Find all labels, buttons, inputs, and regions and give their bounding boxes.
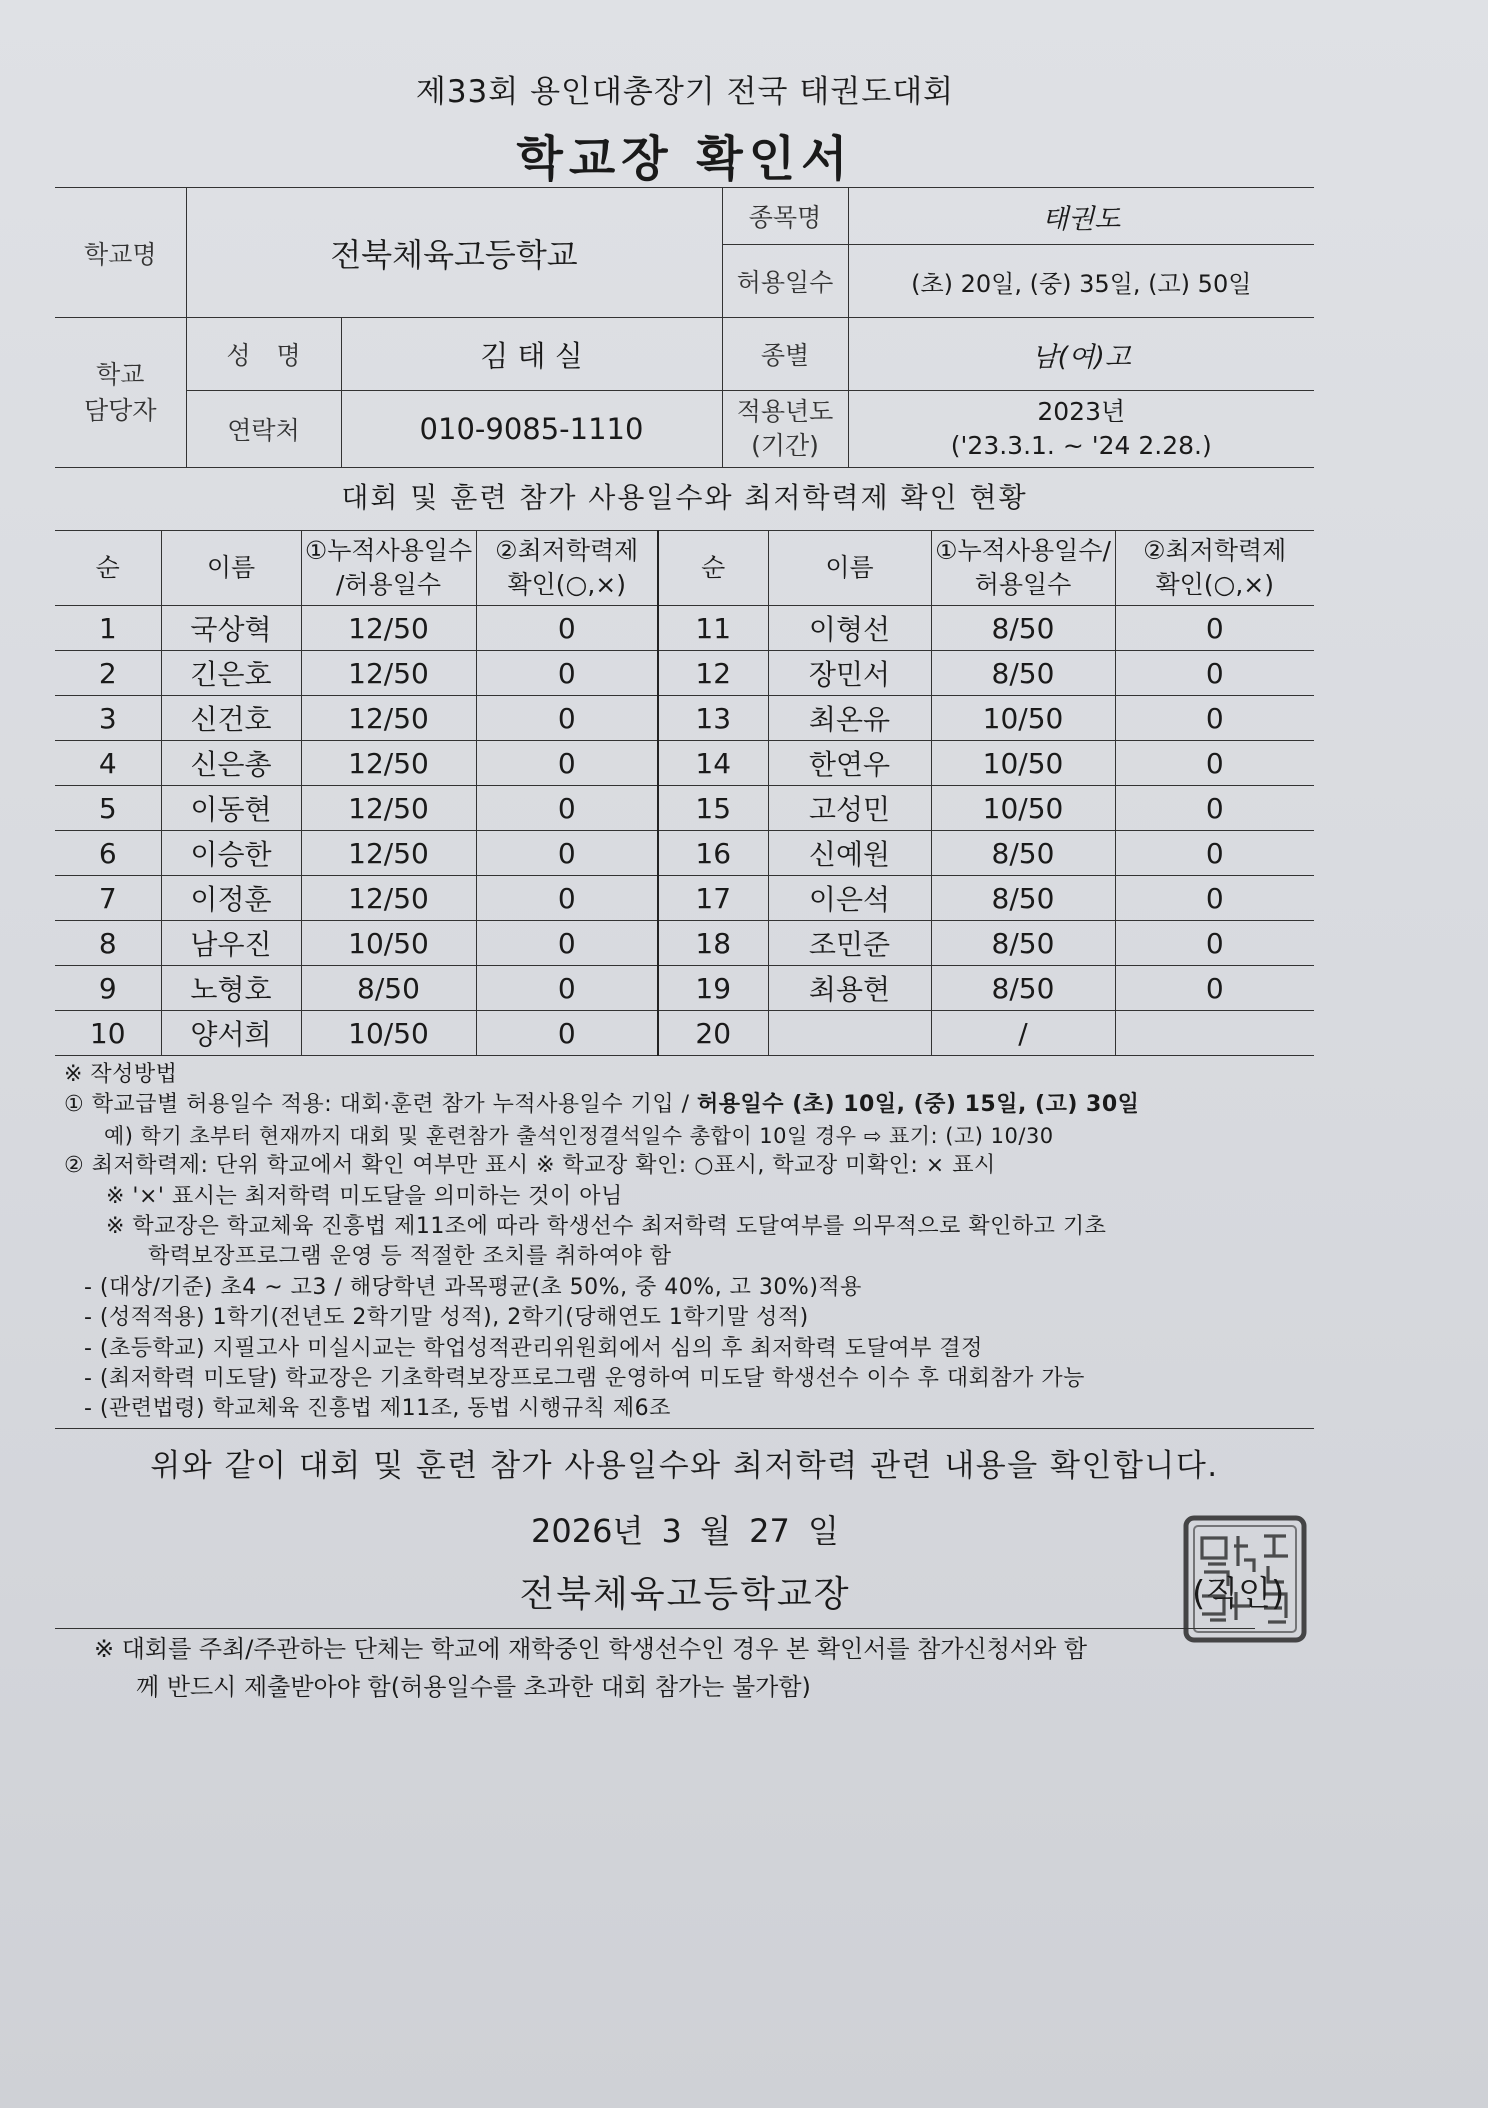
section-title: 대회 및 훈련 참가 사용일수와 최저학력제 확인 현황 [341, 481, 1028, 514]
min-academic-check: 0 [476, 966, 658, 1011]
divider [55, 1428, 1314, 1429]
days-used: 8/50 [301, 966, 476, 1011]
event-subtitle: 제33회 용인대총장기 전국 태권도대회 [415, 74, 955, 110]
min-academic-check [1115, 1011, 1314, 1056]
person-name-value: 김 태 실 [341, 318, 722, 391]
days-used: 8/50 [931, 966, 1115, 1011]
confirmation-statement: 위와 같이 대회 및 훈련 참가 사용일수와 최저학력 관련 내용을 확인합니다. [150, 1448, 1219, 1484]
student-name: 이은석 [768, 876, 931, 921]
person-name-label: 성 명 [186, 318, 341, 391]
min-academic-check: 0 [476, 831, 658, 876]
notes-heading: ※ 작성방법 [64, 1062, 178, 1087]
student-name: 긴은호 [161, 651, 301, 696]
row-number: 5 [55, 786, 161, 831]
row-number: 10 [55, 1011, 161, 1056]
student-name: 신건호 [161, 696, 301, 741]
issue-date: 2026년 3 월 27 일 [531, 1512, 839, 1550]
row-number: 19 [658, 966, 768, 1011]
row-number: 9 [55, 966, 161, 1011]
document-title: 학교장 확인서 [516, 131, 854, 187]
student-name: 장민서 [768, 651, 931, 696]
header-check: ②최저학력제 확인(○,×) [1115, 531, 1314, 606]
student-name: 최용현 [768, 966, 931, 1011]
detail-5: - (관련법령) 학교체육 진흥법 제11조, 동법 시행규칙 제6조 [84, 1396, 671, 1422]
student-name: 조민준 [768, 921, 931, 966]
writing-instructions [64, 1060, 1314, 1425]
min-academic-check: 0 [1115, 966, 1314, 1011]
allowed-days-label: 허용일수 [722, 245, 848, 318]
contact-person-label: 학교 담당자 [55, 318, 186, 468]
days-used: 8/50 [931, 651, 1115, 696]
event-value: 태권도 [848, 188, 1314, 245]
footer-line-1: ※ 대회를 주최/주관하는 단체는 학교에 재학중인 학생선수인 경우 본 확인서를 참가신청서와 함 [94, 1635, 1088, 1663]
days-used: 12/50 [301, 651, 476, 696]
days-used: 10/50 [301, 921, 476, 966]
note-1-text: ① 학교급별 허용일수 적용: 대회·훈련 참가 누적사용일수 기입 / [64, 1092, 698, 1118]
student-name: 한연우 [768, 741, 931, 786]
min-academic-check: 0 [1115, 741, 1314, 786]
min-academic-check: 0 [476, 786, 658, 831]
days-used: 8/50 [931, 921, 1115, 966]
min-academic-check: 0 [1115, 651, 1314, 696]
student-name: 신은총 [161, 741, 301, 786]
days-used: 10/50 [301, 1011, 476, 1056]
student-name: 양서희 [161, 1011, 301, 1056]
divider [55, 1628, 1255, 1629]
row-number: 2 [55, 651, 161, 696]
gender-value: 남(여)고 [848, 318, 1314, 391]
days-used: 12/50 [301, 876, 476, 921]
student-name: 고성민 [768, 786, 931, 831]
note-2b-line1: ※ 학교장은 학교체육 진흥법 제11조에 따라 학생선수 최저학력 도달여부를 의무적으로 확인하고 기초 [106, 1214, 1107, 1240]
student-name: 이정훈 [161, 876, 301, 921]
days-used: 8/50 [931, 876, 1115, 921]
days-used: 10/50 [931, 696, 1115, 741]
min-academic-check: 0 [476, 1011, 658, 1056]
table-row [55, 606, 1314, 651]
note-2: ② 최저학력제: 단위 학교에서 확인 여부만 표시 ※ 학교장 확인: ○표시, 학교장 미확인: × 표시 [64, 1153, 996, 1179]
min-academic-check: 0 [476, 651, 658, 696]
gender-label: 종별 [722, 318, 848, 391]
header-days: ①누적사용일수/ 허용일수 [931, 531, 1115, 606]
days-used: 12/50 [301, 741, 476, 786]
period-value: 2023년 ('23.3.1. ~ '24 2.28.) [848, 391, 1314, 468]
student-name: 국상혁 [161, 606, 301, 651]
roster-header-row [55, 531, 1314, 606]
note-1 [64, 1090, 1314, 1120]
days-used: 12/50 [301, 831, 476, 876]
principal-signature-line: 전북체육고등학교장 [519, 1574, 851, 1615]
min-academic-check: 0 [476, 876, 658, 921]
header-days: ①누적사용일수 /허용일수 [301, 531, 476, 606]
school-name-value: 전북체육고등학교 [186, 188, 722, 318]
school-info-table [55, 187, 1314, 468]
detail-1: - (대상/기준) 초4 ~ 고3 / 해당학년 과목평균(초 50%, 중 40%, 고 30%)적용 [84, 1274, 862, 1300]
min-academic-check: 0 [1115, 696, 1314, 741]
detail-4: - (최저학력 미도달) 학교장은 기초학력보장프로그램 운영하여 미도달 학생선수 이수 후 대회참가 가능 [84, 1366, 1085, 1392]
student-name: 최온유 [768, 696, 931, 741]
student-name: 노형호 [161, 966, 301, 1011]
table-row [55, 1011, 1314, 1056]
min-academic-check: 0 [1115, 606, 1314, 651]
note-1-allowed: 허용일수 (초) 10일, (중) 15일, (고) 30일 [697, 1092, 1140, 1118]
days-used: 8/50 [931, 831, 1115, 876]
header-check: ②최저학력제 확인(○,×) [476, 531, 658, 606]
header-name: 이름 [768, 531, 931, 606]
row-number: 1 [55, 606, 161, 651]
table-row [55, 651, 1314, 696]
row-number: 14 [658, 741, 768, 786]
seal-label: (직인) [1192, 1574, 1285, 1614]
header-no: 순 [658, 531, 768, 606]
days-used: 12/50 [301, 696, 476, 741]
note-2b-line2: 학력보장프로그램 운영 등 적절한 조치를 취하여야 함 [148, 1244, 672, 1270]
days-used: 10/50 [931, 741, 1115, 786]
table-row [55, 831, 1314, 876]
note-2a: ※ '×' 표시는 최저학력 미도달을 의미하는 것이 아님 [106, 1183, 623, 1209]
table-row [55, 741, 1314, 786]
phone-value: 010-9085-1110 [341, 391, 722, 468]
row-number: 13 [658, 696, 768, 741]
student-name: 신예원 [768, 831, 931, 876]
row-number: 8 [55, 921, 161, 966]
detail-3: - (초등학교) 지필고사 미실시교는 학업성적관리위원회에서 심의 후 최저학력 도달여부 결정 [84, 1335, 983, 1361]
table-row [55, 786, 1314, 831]
row-number: 18 [658, 921, 768, 966]
days-used: 10/50 [931, 786, 1115, 831]
days-used: 8/50 [931, 606, 1115, 651]
student-name: 남우진 [161, 921, 301, 966]
student-name [768, 1011, 931, 1056]
min-academic-check: 0 [1115, 831, 1314, 876]
days-used: 12/50 [301, 606, 476, 651]
event-label: 종목명 [722, 188, 848, 245]
row-number: 7 [55, 876, 161, 921]
row-number: 11 [658, 606, 768, 651]
row-number: 6 [55, 831, 161, 876]
footer-line-2: 께 반드시 제출받아야 함(허용일수를 초과한 대회 참가는 불가함) [136, 1673, 811, 1701]
student-name: 이형선 [768, 606, 931, 651]
table-row [55, 696, 1314, 741]
student-name: 이승한 [161, 831, 301, 876]
table-row [55, 966, 1314, 1011]
school-name-label: 학교명 [55, 188, 186, 318]
row-number: 15 [658, 786, 768, 831]
row-number: 3 [55, 696, 161, 741]
header-name: 이름 [161, 531, 301, 606]
header-no: 순 [55, 531, 161, 606]
min-academic-check: 0 [476, 741, 658, 786]
min-academic-check: 0 [476, 696, 658, 741]
footer-note [94, 1630, 1324, 1706]
student-name: 이동현 [161, 786, 301, 831]
days-used: 12/50 [301, 786, 476, 831]
min-academic-check: 0 [1115, 786, 1314, 831]
phone-label: 연락처 [186, 391, 341, 468]
roster-table [55, 530, 1314, 1056]
period-label: 적용년도 (기간) [722, 391, 848, 468]
days-used: / [931, 1011, 1115, 1056]
row-number: 12 [658, 651, 768, 696]
table-row [55, 921, 1314, 966]
row-number: 16 [658, 831, 768, 876]
table-row [55, 876, 1314, 921]
row-number: 17 [658, 876, 768, 921]
min-academic-check: 0 [1115, 876, 1314, 921]
row-number: 20 [658, 1011, 768, 1056]
note-1-example: 예) 학기 초부터 현재까지 대회 및 훈련참가 출석인정결석일수 총합이 10일 경우 ⇨ 표기: (고) 10/30 [104, 1123, 1054, 1148]
row-number: 4 [55, 741, 161, 786]
allowed-days-value: (초) 20일, (중) 35일, (고) 50일 [848, 245, 1314, 318]
min-academic-check: 0 [1115, 921, 1314, 966]
min-academic-check: 0 [476, 606, 658, 651]
min-academic-check: 0 [476, 921, 658, 966]
detail-2: - (성적적용) 1학기(전년도 2학기말 성적), 2학기(당해연도 1학기말 성적) [84, 1305, 809, 1331]
